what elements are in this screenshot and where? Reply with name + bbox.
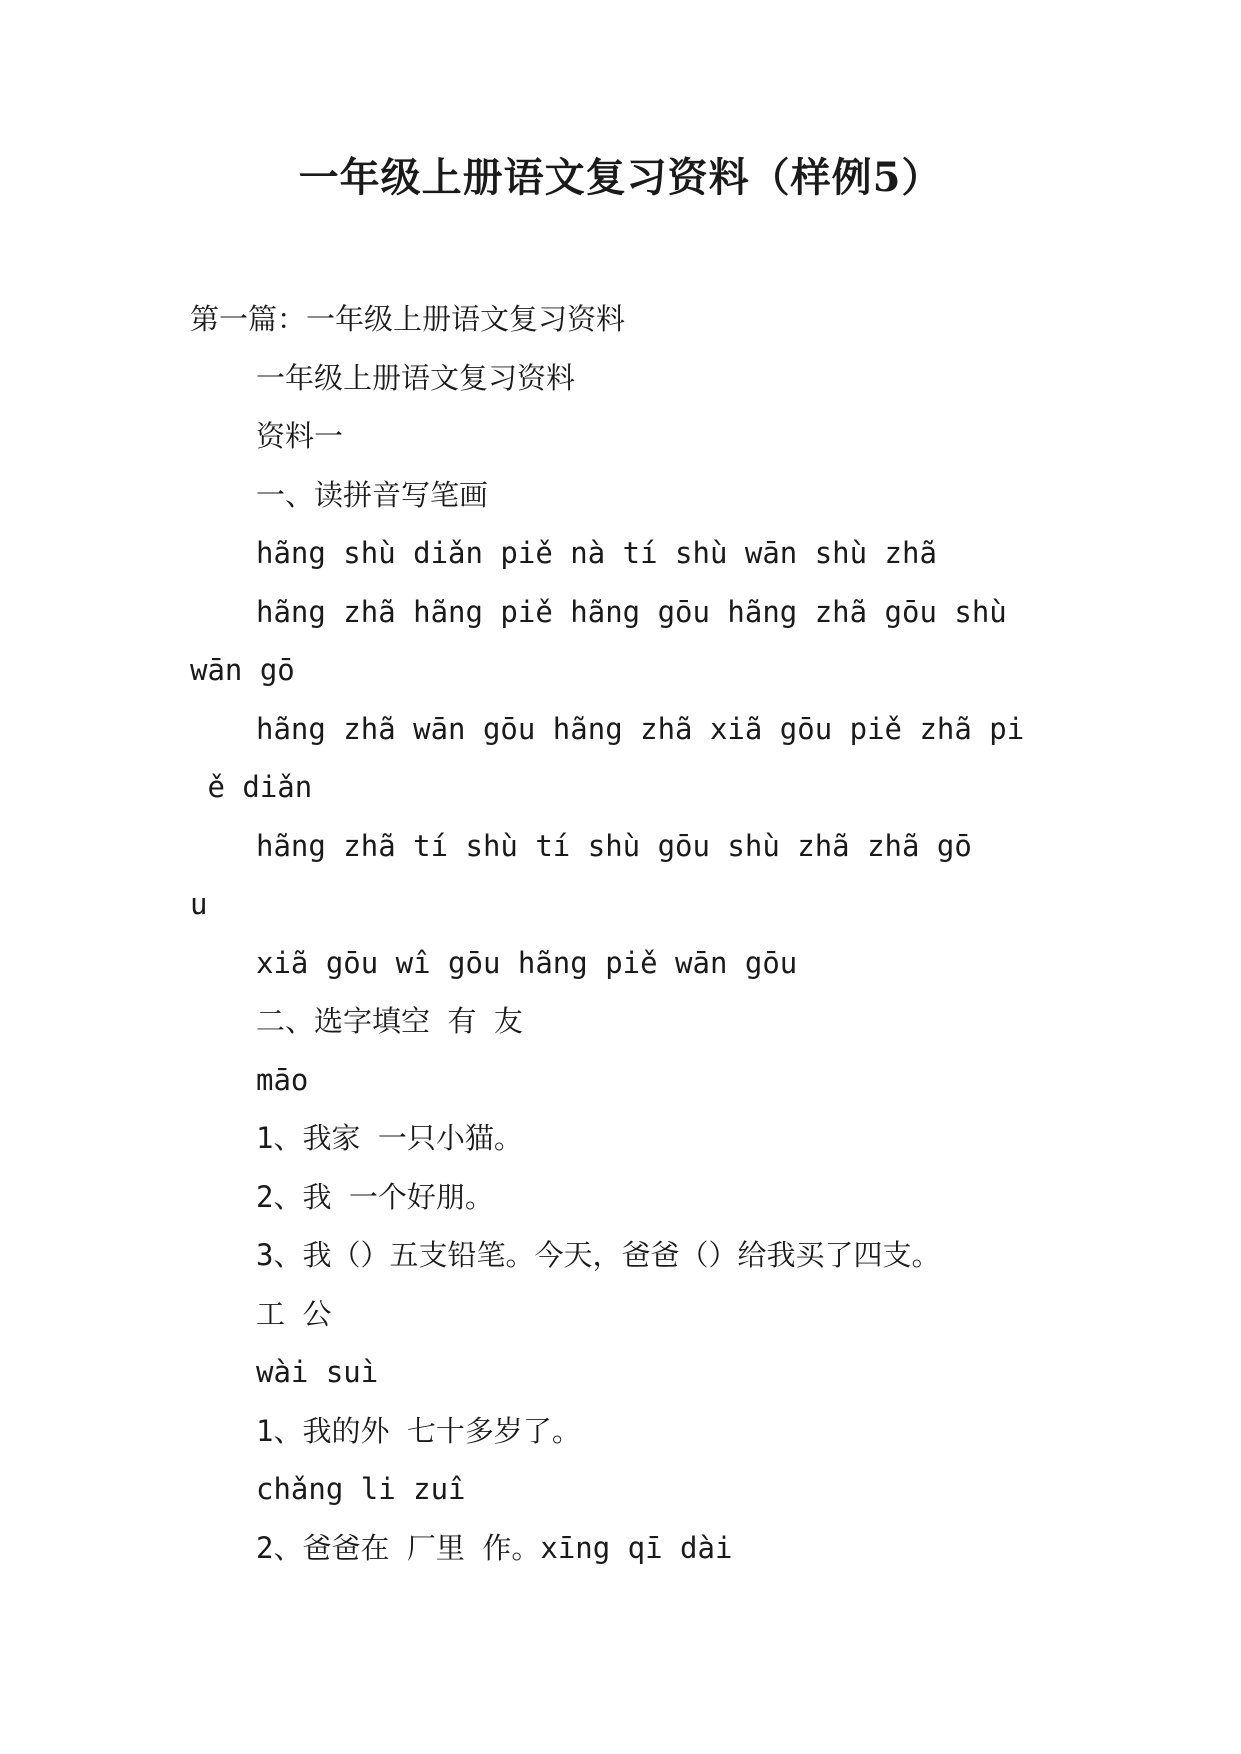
question-line: 2、我 一个好朋。 [256, 1179, 494, 1214]
question-line: 1、我的外 七十多岁了。 [256, 1413, 581, 1448]
subtitle-line: 一年级上册语文复习资料 [256, 360, 576, 395]
exercise-heading-fill: 二、选字填空 有 友 [256, 1004, 523, 1038]
pinyin-line: hãng shù diǎn piě nà tí shù wān shù zhã [256, 536, 937, 570]
material-label: 资料一 [256, 419, 344, 453]
pinyin-line: xiã gōu wî gōu hãng piě wān gōu [256, 945, 798, 980]
document-body [190, 290, 1070, 1577]
pinyin-line: hãng zhã wān gōu hãng zhã xiã gōu piě zhã pi [256, 711, 1025, 746]
pinyin-line-wrap: u [190, 887, 208, 921]
exercise-heading-strokes: 一、读拼音写笔画 [256, 477, 489, 512]
page-title: 一年级上册语文复习资料（样例5） [298, 154, 943, 201]
pinyin-hint: māo [256, 1062, 309, 1097]
pinyin-line-wrap: wān gō [190, 653, 295, 687]
pinyin-line-wrap: ě diǎn [190, 770, 313, 804]
question-line: 1、我家 一只小猫。 [256, 1121, 523, 1155]
pinyin-hint: chǎng li zuî [256, 1472, 466, 1506]
pinyin-line: hãng zhã tí shù tí shù gōu shù zhã zhã gō [256, 828, 972, 863]
question-line: 3、我（）五支铅笔。今天，爸爸（）给我买了四支。 [256, 1238, 941, 1272]
section-heading: 第一篇：一年级上册语文复习资料 [190, 302, 626, 336]
character-choice: 工 公 [256, 1296, 332, 1331]
pinyin-hint: wài suì [256, 1355, 379, 1389]
question-line: 2、爸爸在 厂里 作。xīng qī dài [256, 1530, 733, 1565]
pinyin-line: hãng zhã hãng piě hãng gōu hãng zhã gōu shù [256, 594, 1007, 629]
